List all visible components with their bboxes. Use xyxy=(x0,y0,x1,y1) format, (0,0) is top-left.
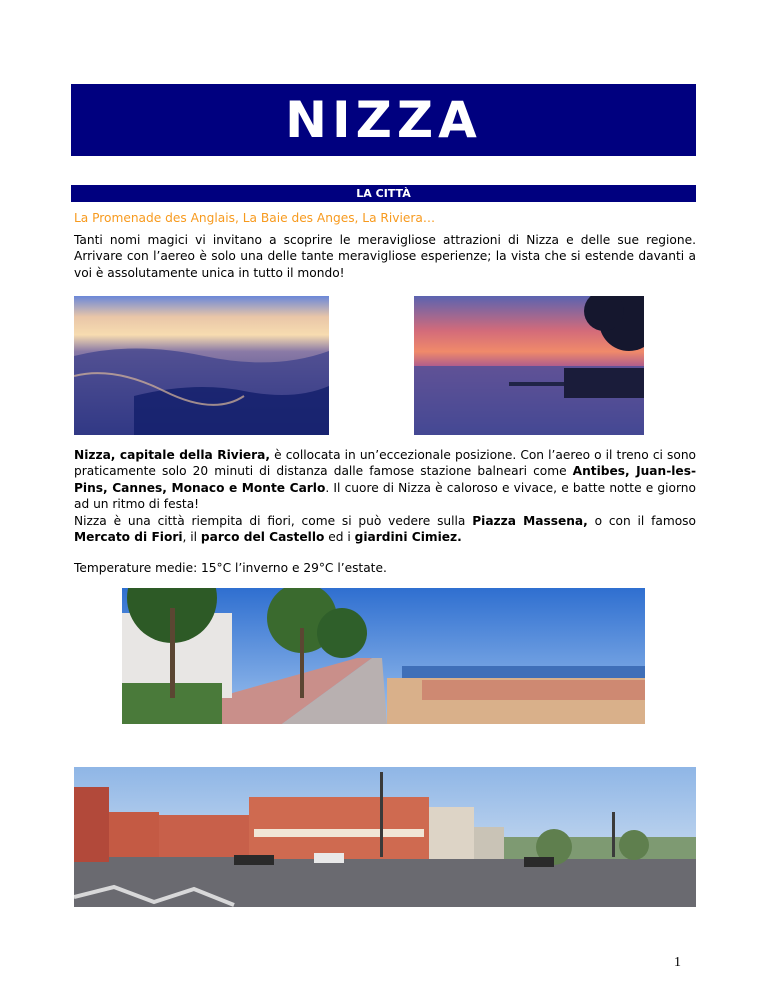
flowers-paragraph: Nizza è una città riempita di fiori, come si può vedere sulla Piazza Massena, o con il famoso Mercato di Fiori, il parco del Castello ed i giardini Cimiez. xyxy=(74,514,696,545)
section-header: LA CITTÀ xyxy=(71,185,696,202)
aerial-view-photo xyxy=(74,296,329,435)
riviera-paragraph: Nizza, capitale della Riviera, è collocata in un’eccezionale posizione. Con l’aereo o il treno ci sono praticamente solo 20 minuti di distanza dalle famose stazione balneari come Antibes, Juan-les-Pins, Cannes, Monaco e Monte Carlo. Il cuore di Nizza è caloroso e vivace, e batte notte e giorno ad un ritmo di festa! xyxy=(74,448,697,512)
page-number: 1 xyxy=(674,955,681,970)
sunset-harbor-photo xyxy=(414,296,644,435)
title-banner xyxy=(71,84,696,156)
intro-paragraph: Tanti nomi magici vi invitano a scoprire le meravigliose attrazioni di Nizza e delle sue regione. Arrivare con l’aereo è solo una delle tante meravigliose esperienze; la vista che si estende davanti a voi è assolutamente unica in tutto il mondo! xyxy=(74,233,696,280)
piazza-massena-photo xyxy=(74,767,696,907)
page-title: NIZZA xyxy=(285,91,482,149)
intro-heading: La Promenade des Anglais, La Baie des Anges, La Riviera… xyxy=(74,211,436,225)
promenade-photo xyxy=(122,588,645,724)
temperature-line: Temperature medie: 15°C l’inverno e 29°C l’estate. xyxy=(74,561,387,575)
